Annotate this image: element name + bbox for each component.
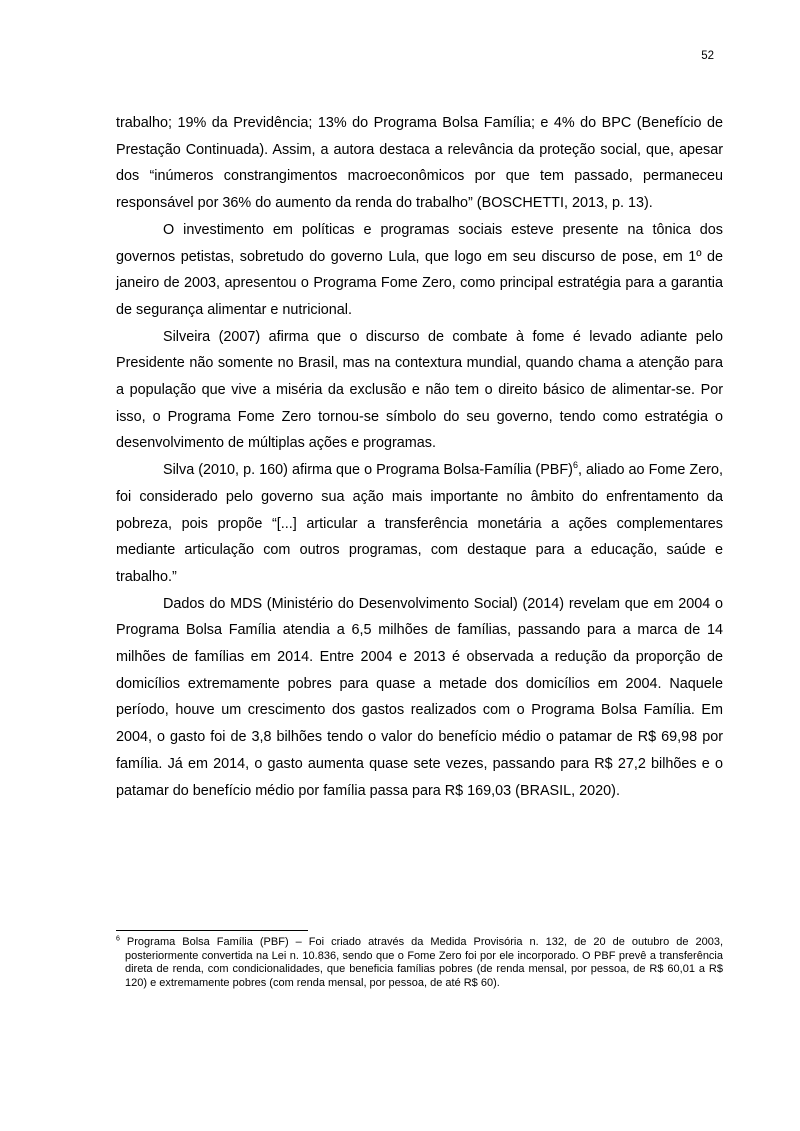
paragraph-5: Dados do MDS (Ministério do Desenvolvimento Social) (2014) revelam que em 2004 o Programa Bolsa Família atendia a 6,5 milhões de famílias, passando para a marca de 14 milhões de famílias em 2014. Entre 2004 e 2013 é observada a redução da proporção de domicílios extremamente pobres para quase a metade dos domicílios em 2004. Naquele período, houve um crescimento dos gastos realizados com o Programa Bolsa Família. Em 2004, o gasto foi de 3,8 bilhões tendo o valor do benefício médio o patamar de R$ 69,98 por família. Já em 2014, o gasto aumenta quase sete vezes, passando para R$ 27,2 bilhões e o patamar do benefício médio por família passa para R$ 169,03 (BRASIL, 2020). xyxy=(116,595,723,799)
paragraph-2: O investimento em políticas e programas sociais esteve presente na tônica dos governos petistas, sobretudo do governo Lula, que logo em seu discurso de pose, em 1º de janeiro de 2003, apresentou o Programa Fome Zero, como principal estratégia para a garantia de segurança alimentar e nutricional. xyxy=(116,221,723,318)
paragraph-3: Silveira (2007) afirma que o discurso de combate à fome é levado adiante pelo Presidente não somente no Brasil, mas na contextura mundial, quando chama a atenção para a população que vive a miséria da exclusão e não tem o direito básico de alimentar-se. Por isso, o Programa Fome Zero tornou-se símbolo do seu governo, tendo como estratégia o desenvolvimento de múltiplas ações e programas. xyxy=(116,328,723,452)
paragraph-1: trabalho; 19% da Previdência; 13% do Programa Bolsa Família; e 4% do BPC (Benefício de Prestação Continuada). Assim, a autora destaca a relevância da proteção social, que, apesar dos “inúmeros constrangimentos macroeconômicos por que tem passado, permaneceu responsável por 36% do aumento da renda do trabalho” (BOSCHETTI, 2013, p. 13). xyxy=(116,115,723,212)
page-number: 52 xyxy=(701,50,714,62)
paragraph-4-start: Silva (2010, p. 160) afirma que o Programa Bolsa-Família (PBF) xyxy=(163,462,573,479)
paragraph-4 xyxy=(116,457,723,591)
footnote xyxy=(116,936,723,990)
footnote-separator xyxy=(116,930,308,931)
body-text xyxy=(116,110,723,804)
footnote-reference: 6 xyxy=(572,460,578,471)
footnote-marker: 6 xyxy=(116,935,120,943)
footnote-text: Programa Bolsa Família (PBF) – Foi criado através da Medida Provisória n. 132, de 20 de outubro de 2003, posteriormente convertida na Lei n. 10.836, sendo que o Fome Zero foi por ele incorporado. O PBF prevê a transferência direta de renda, com condicionalidades, que beneficia famílias pobres (de renda mensal, por pessoa, de R$ 60,01 a R$ 120) e extremamente pobres (com renda mensal, por pessoa, de até R$ 60). xyxy=(119,936,723,989)
paragraph-4-end: , aliado ao Fome Zero, foi considerado pelo governo sua ação mais importante no âmbito do enfrentamento da pobreza, pois propõe “[...] articular a transferência monetária a ações complementares mediante articulação com outros programas, com destaque para a educação, saúde e trabalho.” xyxy=(116,462,723,585)
